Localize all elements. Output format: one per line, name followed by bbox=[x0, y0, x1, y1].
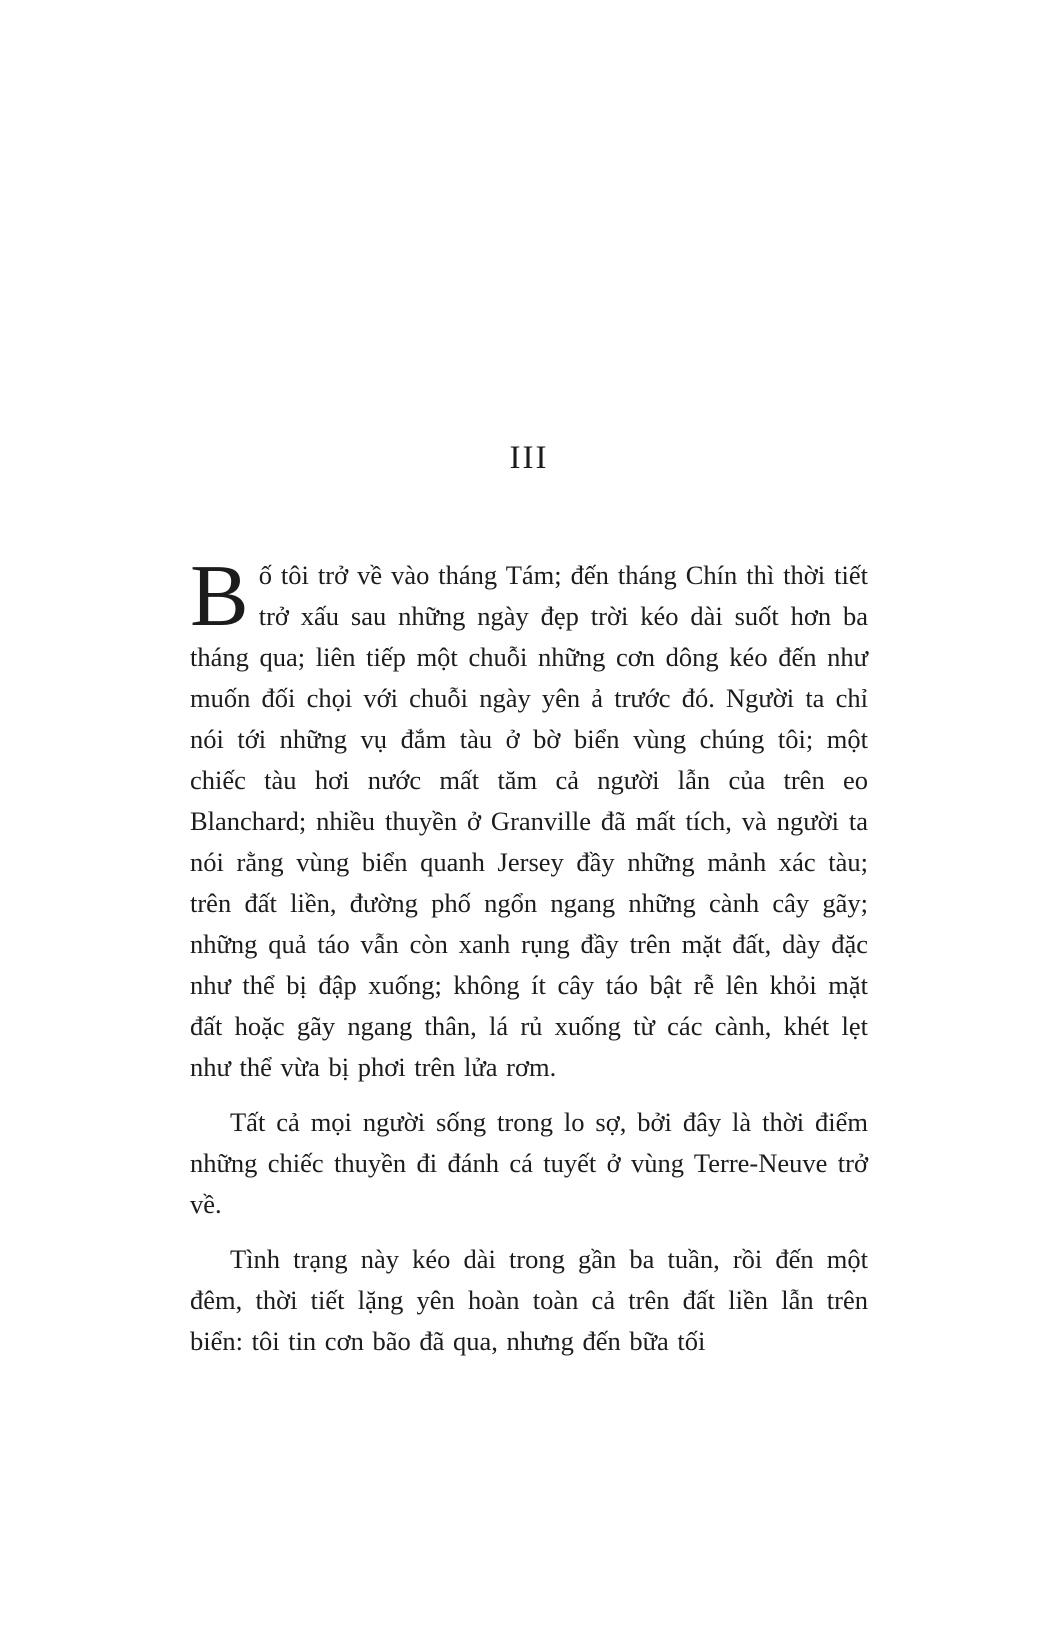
text-block bbox=[190, 440, 868, 1362]
chapter-heading: III bbox=[509, 440, 549, 476]
paragraph-3: Tình trạng này kéo dài trong gần ba tuần, rồi đến một đêm, thời tiết lặng yên hoàn toàn cả trên đất liền lẫn trên biển: tôi tin cơn bão đã qua, nhưng đến bữa tối bbox=[190, 1244, 868, 1356]
paragraph-1 bbox=[190, 548, 868, 1088]
paragraph-1-text: ố tôi trở về vào tháng Tám; đến tháng Chín thì thời tiết trở xấu sau những ngày đẹp trời kéo dài suốt hơn ba tháng qua; liên tiếp một chuỗi những cơn dông kéo đến như muốn đối chọi với chuỗi ngày yên ả trước đó. Người ta chỉ nói tới những vụ đắm tàu ở bờ biển vùng chúng tôi; một chiếc tàu hơi nước mất tăm cả người lẫn của trên eo Blanchard; nhiều thuyền ở Granville đã mất tích, và người ta nói rằng vùng biển quanh Jersey đầy những mảnh xác tàu; trên đất liền, đường phố ngổn ngang những cành cây gãy; những quả táo vẫn còn xanh rụng đầy trên mặt đất, dày đặc như thể bị đập xuống; không ít cây táo bật rễ lên khỏi mặt đất hoặc gãy ngang thân, lá rủ xuống từ các cành, khét lẹt như thể vừa bị phơi trên lửa rơm. bbox=[190, 560, 868, 1082]
paragraph-2: Tất cả mọi người sống trong lo sợ, bởi đây là thời điểm những chiếc thuyền đi đánh cá tuyết ở vùng Terre-Neuve trở về. bbox=[190, 1107, 868, 1219]
drop-cap: B bbox=[190, 548, 249, 645]
